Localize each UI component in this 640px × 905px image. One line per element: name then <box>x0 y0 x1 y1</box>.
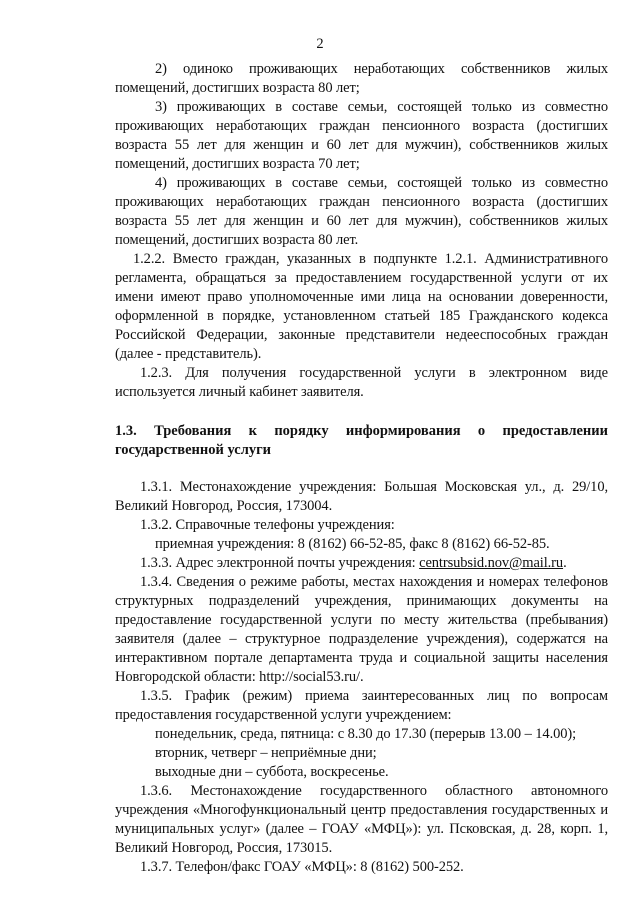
section-heading: 1.3. Требования к порядку информирования о предоставлении государственной услуги <box>115 423 608 458</box>
email-end: . <box>563 555 567 571</box>
paragraph-1-3-2: 1.3.2. Справочные телефоны учреждения: <box>140 517 395 533</box>
paragraph-1-3-3 <box>115 554 608 573</box>
list-item-3: 3) проживающих в составе семьи, состоящей только из совместно проживающих неработающих граждан пенсионного возраста (достигших возраста 55 лет для женщин и 60 лет для мужчин), собственников жилых помещений, достигших возраста 70 лет; <box>115 99 608 172</box>
paragraph-1-3-6: 1.3.6. Местонахождение государственного областного автономного учреждения «Многофункциональный центр предоставления государственных и муниципальных услуг» (далее – ГОАУ «МФЦ»): ул. Псковская, д. 28, корп. 1, Великий Новгород, Россия, 173015. <box>115 783 608 856</box>
email-link[interactable]: centrsubsid.nov@mail.ru <box>419 555 564 571</box>
list-item-4: 4) проживающих в составе семьи, состоящей только из совместно проживающих неработающих граждан пенсионного возраста (достигших возраста 55 лет для женщин и 60 лет для мужчин), собственников жилых помещений, достигших возраста 80 лет. <box>115 175 608 248</box>
email-label: 1.3.3. Адрес электронной почты учреждения: <box>140 555 420 571</box>
paragraph-1-3-1: 1.3.1. Местонахождение учреждения: Большая Московская ул., д. 29/10, Великий Новгород, Россия, 173004. <box>115 479 608 514</box>
spacer <box>115 460 608 478</box>
list-item-2: 2) одиноко проживающих неработающих собственников жилых помещений, достигших возраста 80 лет; <box>115 61 608 96</box>
schedule-line: вторник, четверг – неприёмные дни; <box>155 745 377 761</box>
schedule-line: понедельник, среда, пятница: с 8.30 до 17.30 (перерыв 13.00 – 14.00); <box>155 726 577 742</box>
document-body <box>115 60 608 877</box>
paragraph-1-3-7: 1.3.7. Телефон/факс ГОАУ «МФЦ»: 8 (8162) 500-252. <box>140 859 464 875</box>
paragraph-1-3-5: 1.3.5. График (режим) приема заинтересованных лиц по вопросам предоставления государственной услуги учреждением: <box>115 688 608 723</box>
reception-phone-line: приемная учреждения: 8 (8162) 66-52-85, факс 8 (8162) 66-52-85. <box>155 536 550 552</box>
paragraph-1-2-3: 1.2.3. Для получения государственной услуги в электронном виде используется личный кабинет заявителя. <box>115 365 608 400</box>
page-number: 2 <box>316 36 324 52</box>
paragraph-1-2-2: 1.2.2. Вместо граждан, указанных в подпункте 1.2.1. Административного регламента, обращаться за предоставлением государственной услуги от их имени имеют право уполномоченные ими лица на основании доверенности, оформленной в порядке, установленном статьей 185 Гражданского кодекса Российской Федерации, законные представители недееспособных граждан (далее - представитель). <box>115 251 608 362</box>
spacer <box>115 402 608 422</box>
schedule-line: выходные дни – суббота, воскресенье. <box>155 764 389 780</box>
paragraph-1-3-4: 1.3.4. Сведения о режиме работы, местах нахождения и номерах телефонов структурных подразделений учреждения, принимающих документы на предоставление государственной услуги по месту жительства (пребывания) заявителя (далее – структурное подразделение учреждения), содержатся на интерактивном портале департамента труда и социальной защиты населения Новгородской области: http://social53.ru/. <box>115 574 608 685</box>
